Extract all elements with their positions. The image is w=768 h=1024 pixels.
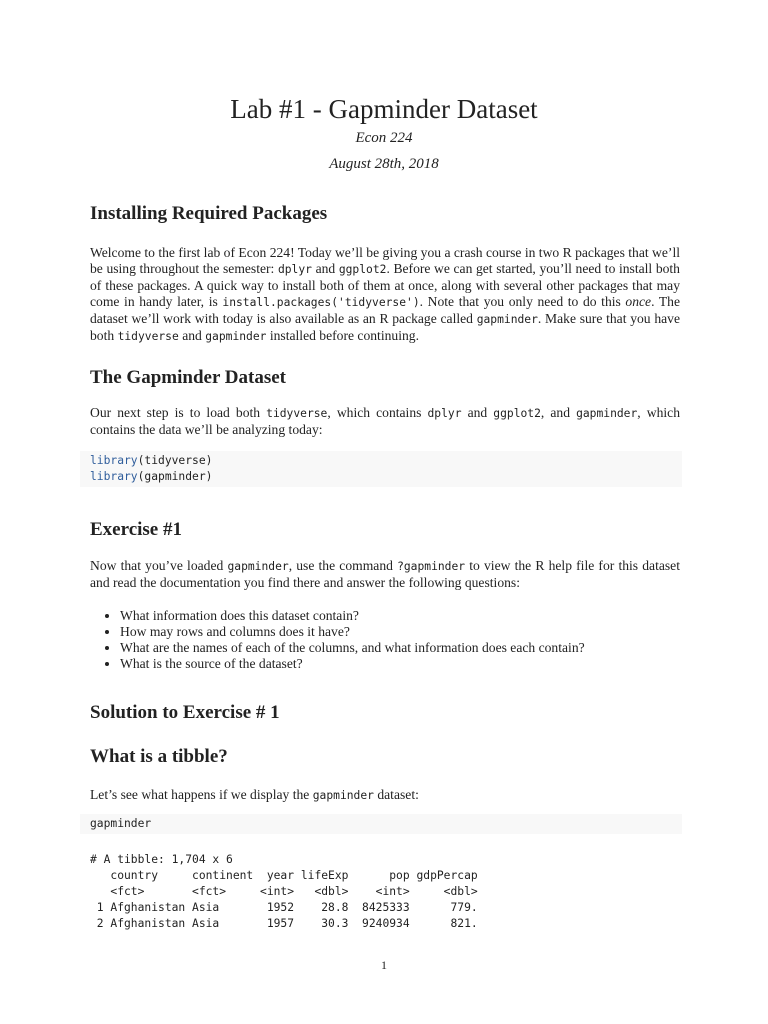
author: Econ 224 bbox=[355, 130, 413, 146]
heading-installing: Installing Required Packages bbox=[90, 203, 328, 224]
code-line: library(gapminder) bbox=[90, 470, 213, 483]
date: August 28th, 2018 bbox=[329, 156, 439, 172]
code-block-library bbox=[80, 451, 682, 487]
output-line: country continent year lifeExp pop gdpPercap bbox=[90, 869, 478, 882]
output-line: <fct> <fct> <int> <dbl> <int> <dbl> bbox=[90, 885, 478, 898]
paragraph-install: Welcome to the first lab of Econ 224! Today we’ll be giving you a crash course in two R packages that we’ll be using throughout the semester: dplyr and ggplot2. Before we can get started, you’ll need to install both of these packages. A quick way to install both of them at once, along with several other packages that may come in handy later, is install.packages('tidyverse'). Note that you only need to do this once. The dataset we’ll work with today is also available as an R package called gapminder. Make sure that you have both tidyverse and gapminder installed before continuing. bbox=[90, 245, 680, 343]
heading-tibble: What is a tibble? bbox=[90, 746, 228, 767]
output-line: # A tibble: 1,704 x 6 bbox=[90, 853, 233, 866]
paragraph-dataset: Our next step is to load both tidyverse, which contains dplyr and ggplot2, and gapminder, which contains the data we’ll be analyzing today: bbox=[90, 405, 680, 437]
list-item: • How may rows and columns does it have? bbox=[120, 624, 710, 640]
list-item: • What is the source of the dataset? bbox=[120, 656, 710, 672]
page-number: 1 bbox=[381, 958, 387, 972]
list-item: • What information does this dataset contain? bbox=[120, 608, 710, 624]
output-line: 1 Afghanistan Asia 1952 28.8 8425333 779. bbox=[90, 901, 478, 914]
question-list bbox=[90, 608, 710, 672]
code-line: library(tidyverse) bbox=[90, 454, 213, 467]
document-title: Lab #1 - Gapminder Dataset bbox=[230, 94, 538, 124]
list-item: • What are the names of each of the columns, and what information does each contain? bbox=[120, 640, 710, 656]
heading-solution: Solution to Exercise # 1 bbox=[90, 702, 280, 723]
heading-gapminder-dataset: The Gapminder Dataset bbox=[90, 367, 286, 388]
paragraph-tibble: Let’s see what happens if we display the gapminder dataset: bbox=[90, 787, 419, 802]
tibble-output bbox=[90, 852, 680, 932]
output-line: 2 Afghanistan Asia 1957 30.3 9240934 821. bbox=[90, 917, 478, 930]
heading-exercise-1: Exercise #1 bbox=[90, 519, 182, 540]
paragraph-exercise: Now that you’ve loaded gapminder, use the command ?gapminder to view the R help file for this dataset and read the documentation you find there and answer the following questions: bbox=[90, 558, 680, 590]
code-block-gapminder: gapminder bbox=[80, 814, 682, 834]
